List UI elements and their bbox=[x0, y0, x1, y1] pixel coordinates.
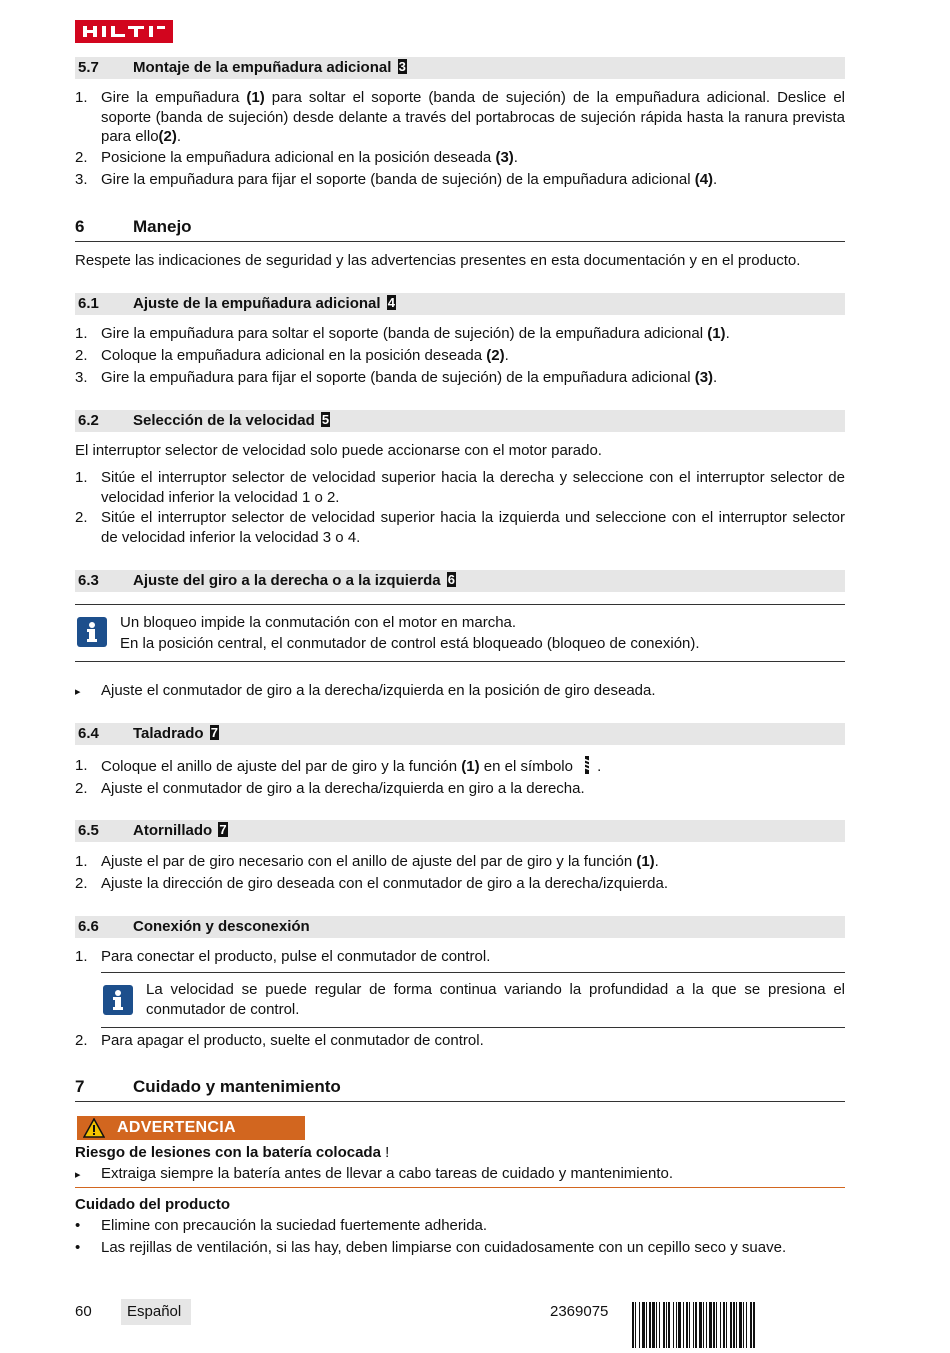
list-item: 2. Ajuste el conmutador de giro a la derecha/izquierda en giro a la derecha. bbox=[75, 780, 585, 797]
bullet-item: • Elimine con precaución la suciedad fuertemente adherida. bbox=[75, 1217, 488, 1234]
chapter-number: 6 bbox=[75, 217, 85, 236]
dot-bullet-icon: • bbox=[75, 1239, 81, 1256]
figure-ref: 5 bbox=[321, 412, 330, 427]
figure-ref: 3 bbox=[398, 59, 406, 74]
paragraph: Respete las indicaciones de seguridad y las advertencias presentes en esta documentación y en el producto. bbox=[75, 252, 801, 269]
paragraph: El interruptor selector de velocidad solo puede accionarse con el motor parado. bbox=[75, 442, 602, 459]
barcode-image bbox=[632, 1302, 845, 1348]
section-header-6-4: 6.4 Taladrado 7 bbox=[75, 723, 845, 745]
section-header-6-2: 6.2 Selección de la velocidad 5 bbox=[75, 410, 845, 432]
list-item: 1. Para conectar el producto, pulse el conmutador de control. bbox=[75, 948, 491, 965]
info-note bbox=[101, 972, 845, 1028]
info-icon bbox=[77, 617, 107, 647]
list-item: 1. Gire la empuñadura para soltar el soporte (banda de sujeción) de la empuñadura adicional (1). bbox=[75, 325, 730, 342]
section-header-6-3: 6.3 Ajuste del giro a la derecha o a la izquierda 6 bbox=[75, 570, 845, 592]
info-icon bbox=[103, 985, 133, 1015]
list-item: 3. Gire la empuñadura para fijar el soporte (banda de sujeción) de la empuñadura adicional (3). bbox=[75, 369, 718, 386]
section-header-6-6: 6.6 Conexión y desconexión bbox=[75, 916, 845, 938]
document-number: 2369075 bbox=[550, 1303, 609, 1320]
note-text: La velocidad se puede regular de forma continua variando la profundidad a la que se presiona el conmutador de control. bbox=[146, 981, 845, 1018]
list-item: 1. Ajuste el par de giro necesario con el anillo de ajuste del par de giro y la función (1). bbox=[75, 853, 659, 870]
section-header-6-5: 6.5 Atornillado 7 bbox=[75, 820, 845, 842]
subheading: Cuidado del producto bbox=[75, 1196, 230, 1213]
list-item: 1. Gire la empuñadura (1) para soltar el soporte (banda de sujeción) de la empuñadura adicional. Deslice el soporte (banda de sujeción) desde delante a través del portabrocas de sujeción rápida hasta la ranura prevista para ello(2). bbox=[75, 89, 845, 145]
warning-label: ADVERTENCIA bbox=[117, 1119, 236, 1136]
section-number: 5.7 bbox=[78, 59, 99, 76]
triangle-bullet-icon: ▸ bbox=[75, 1169, 81, 1181]
warning-triangle-icon bbox=[83, 1118, 105, 1142]
warning-banner bbox=[77, 1116, 305, 1140]
section-header-5-7 bbox=[75, 57, 845, 79]
list-item: 3. Gire la empuñadura para fijar el soporte (banda de sujeción) de la empuñadura adicional (4). bbox=[75, 171, 718, 188]
language-label: Español bbox=[121, 1299, 191, 1325]
note-line: Un bloqueo impide la conmutación con el motor en marcha. bbox=[120, 614, 517, 631]
page-number: 60 bbox=[75, 1303, 92, 1320]
bullet-item: ▸ Ajuste el conmutador de giro a la derecha/izquierda en la posición de giro deseada. bbox=[75, 681, 845, 701]
risk-text: Riesgo de lesiones con la batería colocada ! bbox=[75, 1144, 390, 1161]
bullet-item: ▸ Extraiga siempre la batería antes de llevar a cabo tareas de cuidado y mantenimiento. bbox=[75, 1164, 845, 1184]
list-item: 1. Sitúe el interruptor selector de velocidad superior hacia la derecha y seleccione con el interruptor selector de velocidad inferior la velocidad 1 o 2. bbox=[75, 469, 845, 506]
list-item: 1. Coloque el anillo de ajuste del par de giro y la función (1) en el símbolo . bbox=[75, 756, 845, 780]
section-header-6-1: 6.1 Ajuste de la empuñadura adicional 4 bbox=[75, 293, 845, 315]
bullet-item: • Las rejillas de ventilación, si las hay, deben limpiarse con cuidadosamente con un cepillo seco y suave. bbox=[75, 1239, 787, 1256]
figure-ref: 7 bbox=[219, 822, 227, 837]
figure-ref: 4 bbox=[387, 295, 395, 310]
list-item: 2. Para apagar el producto, suelte el conmutador de control. bbox=[75, 1032, 484, 1049]
section-title: Montaje de la empuñadura adicional 3 bbox=[133, 59, 406, 76]
figure-ref: 7 bbox=[210, 725, 218, 740]
chapter-title: Manejo bbox=[133, 217, 192, 236]
note-line: En la posición central, el conmutador de control está bloqueado (bloqueo de conexión). bbox=[120, 635, 700, 652]
chapter-header-6 bbox=[75, 217, 845, 242]
hilti-logo bbox=[75, 20, 173, 43]
figure-ref: 6 bbox=[447, 572, 456, 587]
drill-bit-icon bbox=[581, 756, 593, 780]
triangle-bullet-icon: ▸ bbox=[75, 686, 81, 698]
list-item: 2. Ajuste la dirección de giro deseada con el conmutador de giro a la derecha/izquierda. bbox=[75, 875, 669, 892]
list-item: 2. Posicione la empuñadura adicional en la posición deseada (3). bbox=[75, 149, 518, 166]
list-item: 2. Sitúe el interruptor selector de velocidad superior hacia la izquierda und seleccione con el interruptor selector de velocidad inferior la velocidad 3 o 4. bbox=[75, 509, 845, 546]
dot-bullet-icon: • bbox=[75, 1217, 81, 1234]
divider bbox=[75, 1187, 845, 1188]
list-item: 2. Coloque la empuñadura adicional en la posición deseada (2). bbox=[75, 347, 509, 364]
chapter-header-7: 7 Cuidado y mantenimiento bbox=[75, 1077, 845, 1102]
info-note bbox=[75, 604, 845, 662]
